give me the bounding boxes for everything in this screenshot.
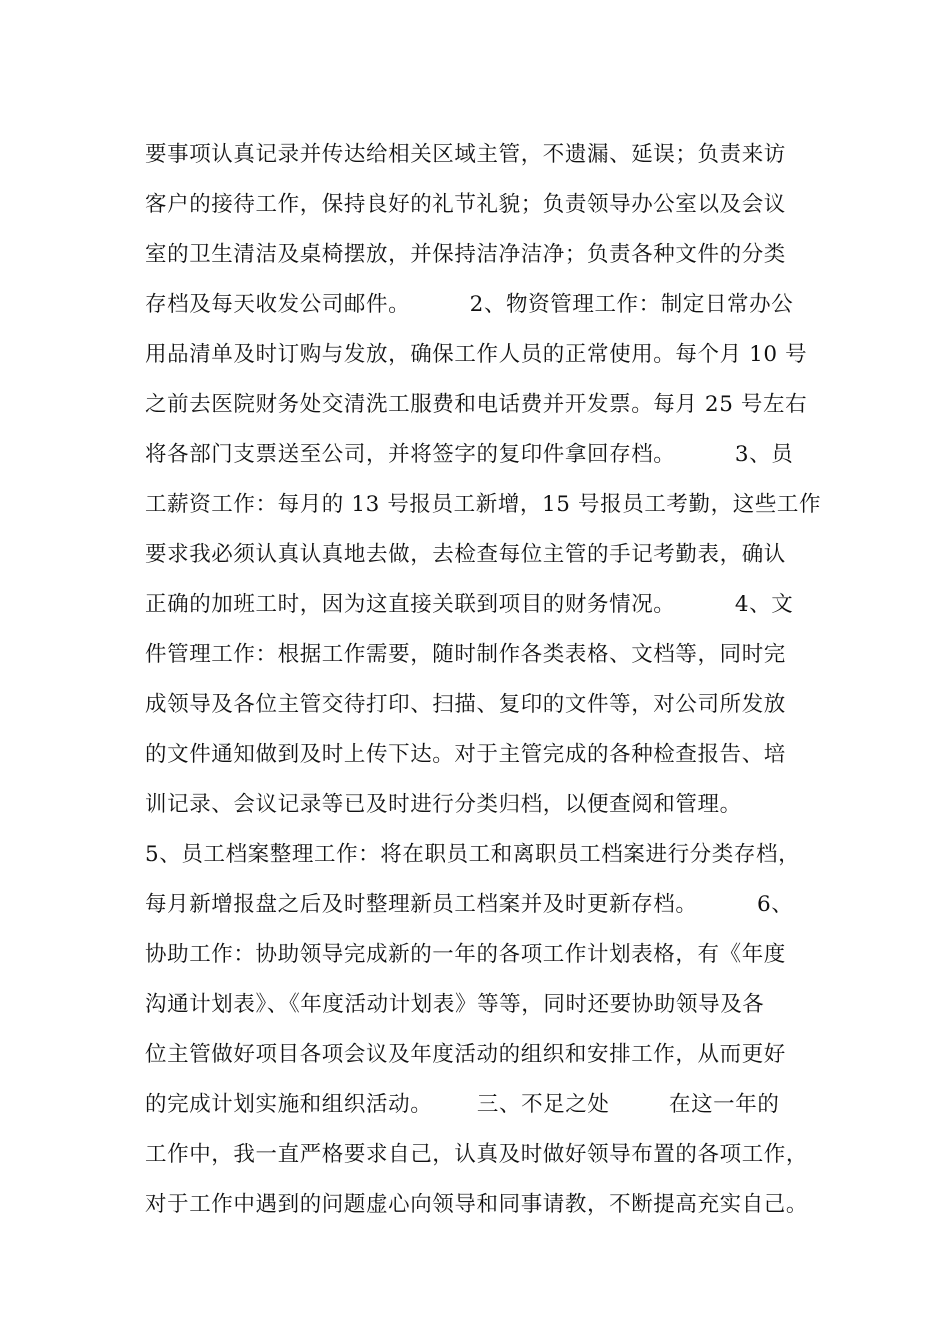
text-line: 客户的接待工作，保持良好的礼节礼貌；负责领导办公室以及会议 [145,192,786,217]
text-line: 要事项认真记录并传达给相关区域主管，不遗漏、延误；负责来访 [145,142,786,167]
text-line: 对于工作中遇到的问题虚心向领导和同事请教，不断提高充实自己。 [145,1192,809,1217]
text-line: 之前去医院财务处交清洗工服费和电话费并开发票。每月 25 号左右 [145,392,808,417]
text-line: 协助工作：协助领导完成新的一年的各项工作计划表格，有《年度 [145,942,786,967]
body-text [145,130,835,1230]
text-line: 件管理工作：根据工作需要，随时制作各类表格、文档等，同时完 [145,642,786,667]
text-line: 每月新增报盘之后及时整理新员工档案并及时更新存档。 6、 [145,892,794,917]
text-line: 工作中，我一直严格要求自己，认真及时做好领导布置的各项工作， [145,1142,809,1167]
text-line: 成领导及各位主管交待打印、扫描、复印的文件等，对公司所发放 [145,692,786,717]
text-line: 沟通计划表》、《年度活动计划表》等等，同时还要协助领导及各 [145,992,765,1017]
text-line: 工薪资工作：每月的 13 号报员工新增，15 号报员工考勤，这些工作 [145,492,822,517]
text-line: 要求我必须认真认真地去做，去检查每位主管的手记考勤表，确认 [145,542,786,567]
text-line: 将各部门支票送至公司，并将签字的复印件拿回存档。 3、员 [145,442,794,467]
text-line: 的完成计划实施和组织活动。 三、不足之处 在这一年的 [145,1092,780,1117]
text-line: 正确的加班工时，因为这直接关联到项目的财务情况。 4、文 [145,592,794,617]
text-line: 训记录、会议记录等已及时进行分类归档，以便查阅和管理。 [145,792,742,817]
text-line: 存档及每天收发公司邮件。 2、物资管理工作：制定日常办公 [145,292,794,317]
text-line: 用品清单及时订购与发放，确保工作人员的正常使用。每个月 10 号 [145,342,808,367]
text-line: 室的卫生清洁及桌椅摆放，并保持洁净洁净；负责各种文件的分类 [145,242,786,267]
text-line: 位主管做好项目各项会议及年度活动的组织和安排工作，从而更好 [145,1042,786,1067]
text-line: 的文件通知做到及时上传下达。对于主管完成的各种检查报告、培 [145,742,786,767]
text-line: 5、员工档案整理工作：将在职员工和离职员工档案进行分类存档， [145,842,801,867]
